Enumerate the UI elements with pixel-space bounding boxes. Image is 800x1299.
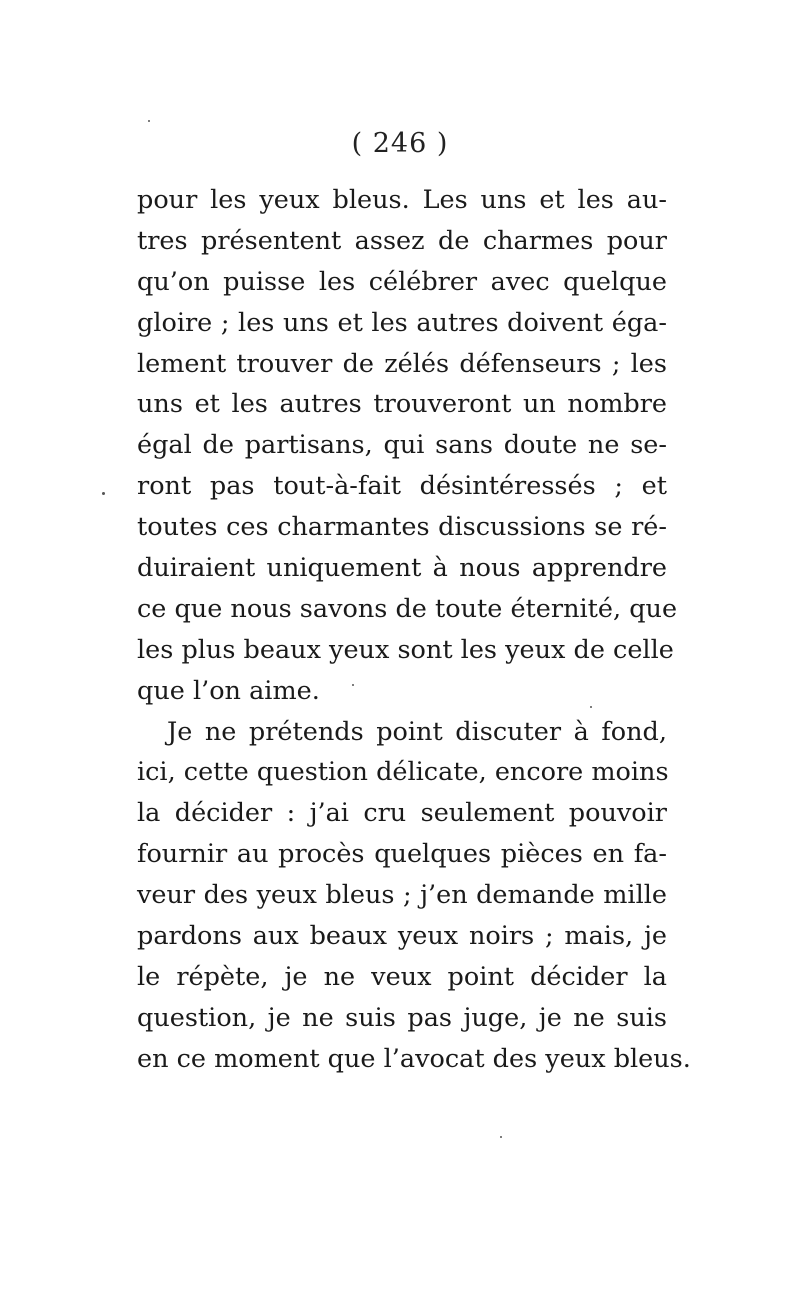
text-line: ce que nous savons de toute éternité, que bbox=[137, 593, 678, 624]
text-line: duiraient uniquement à nous apprendre bbox=[137, 553, 667, 584]
text-line: uns et les autres trouveront un nombre bbox=[137, 389, 667, 420]
text-line: en ce moment que l’avocat des yeux bleus. bbox=[137, 1043, 691, 1074]
paragraph bbox=[137, 712, 691, 1080]
text-line: toutes ces charmantes discussions se ré- bbox=[137, 512, 667, 543]
text-line: les plus beaux yeux sont les yeux de celle bbox=[137, 634, 674, 665]
text-line: que l’on aime. bbox=[137, 675, 320, 706]
ink-speck bbox=[590, 706, 592, 708]
ink-speck bbox=[148, 120, 150, 122]
text-line: lement trouver de zélés défenseurs ; les bbox=[137, 348, 667, 379]
ink-speck bbox=[102, 492, 105, 495]
text-line: Je ne prétends point discuter à fond, bbox=[167, 716, 667, 747]
text-line: gloire ; les uns et les autres doivent éga- bbox=[137, 307, 667, 338]
ink-speck bbox=[500, 1136, 502, 1138]
text-line: ici, cette question délicate, encore moins bbox=[137, 757, 669, 788]
text-line: tres présentent assez de charmes pour bbox=[137, 225, 667, 256]
body-text bbox=[137, 180, 691, 1080]
text-line: fournir au procès quelques pièces en fa- bbox=[137, 839, 667, 870]
page-number: ( 246 ) bbox=[351, 128, 449, 159]
text-line: question, je ne suis pas juge, je ne suis bbox=[137, 1002, 667, 1033]
text-line: qu’on puisse les célébrer avec quelque bbox=[137, 266, 667, 297]
paragraph bbox=[137, 180, 678, 712]
text-line: pardons aux beaux yeux noirs ; mais, je bbox=[137, 921, 667, 952]
text-line: pour les yeux bleus. Les uns et les au- bbox=[137, 185, 667, 215]
text-line: égal de partisans, qui sans doute ne se- bbox=[137, 430, 667, 461]
text-line: ront pas tout-à-fait désintéressés ; et bbox=[137, 471, 667, 502]
text-line: la décider : j’ai cru seulement pouvoir bbox=[137, 798, 667, 829]
ink-speck bbox=[352, 684, 354, 686]
text-line: veur des yeux bleus ; j’en demande mille bbox=[137, 880, 667, 911]
text-line: le répète, je ne veux point décider la bbox=[137, 961, 667, 992]
